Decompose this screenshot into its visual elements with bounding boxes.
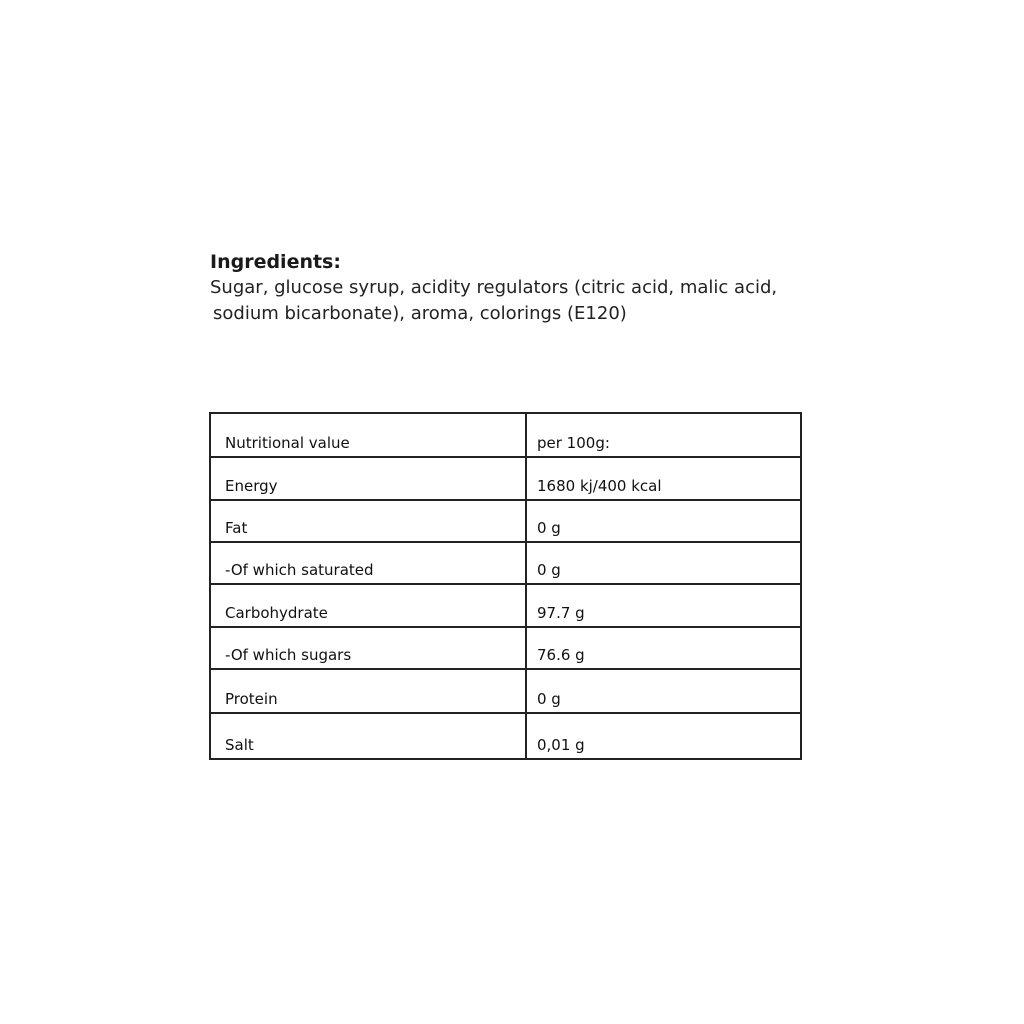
table-row bbox=[210, 669, 801, 713]
ingredients-title: Ingredients: bbox=[210, 251, 341, 273]
row-value-saturated: 0 g bbox=[526, 542, 801, 584]
ingredients-list bbox=[210, 275, 810, 327]
row-value-protein: 0 g bbox=[526, 669, 801, 713]
table-row bbox=[210, 627, 801, 669]
row-value-salt: 0,01 g bbox=[526, 713, 801, 759]
row-value-fat: 0 g bbox=[526, 500, 801, 542]
ingredients-line-2: sodium bicarbonate), aroma, colorings (E120) bbox=[213, 303, 627, 324]
row-value-energy: 1680 kj/400 kcal bbox=[526, 457, 801, 500]
row-value-sugars: 76.6 g bbox=[526, 627, 801, 669]
table-row bbox=[210, 457, 801, 500]
table-header-row bbox=[210, 413, 801, 457]
row-label-protein: Protein bbox=[210, 669, 526, 713]
row-value-carbohydrate: 97.7 g bbox=[526, 584, 801, 627]
row-label-energy: Energy bbox=[210, 457, 526, 500]
row-label-salt: Salt bbox=[210, 713, 526, 759]
header-label: Nutritional value bbox=[210, 413, 526, 457]
table-row bbox=[210, 500, 801, 542]
table-row bbox=[210, 713, 801, 759]
table-row bbox=[210, 542, 801, 584]
row-label-saturated: -Of which saturated bbox=[210, 542, 526, 584]
row-label-fat: Fat bbox=[210, 500, 526, 542]
row-label-sugars: -Of which sugars bbox=[210, 627, 526, 669]
ingredients-line-1: Sugar, glucose syrup, acidity regulators (citric acid, malic acid, bbox=[210, 277, 778, 298]
nutrition-table bbox=[209, 412, 802, 760]
ingredients-section bbox=[210, 249, 810, 327]
row-label-carbohydrate: Carbohydrate bbox=[210, 584, 526, 627]
header-value: per 100g: bbox=[526, 413, 801, 457]
table-row bbox=[210, 584, 801, 627]
